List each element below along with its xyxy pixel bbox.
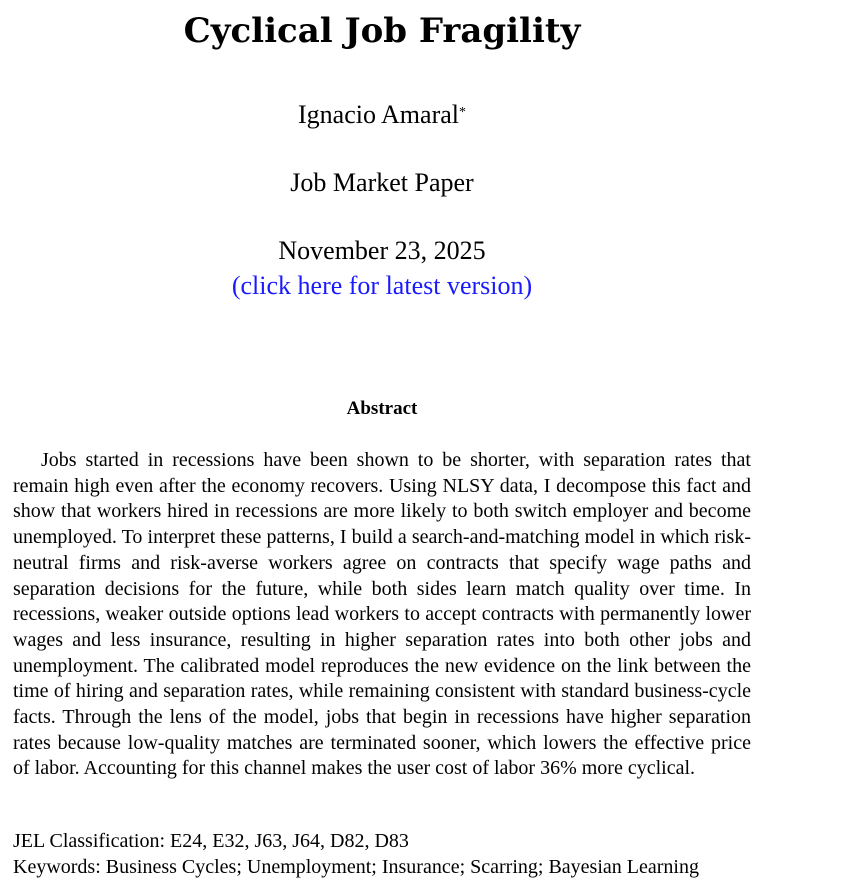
author-footnote-mark[interactable]: *: [459, 105, 466, 120]
paper-title: Cyclical Job Fragility: [183, 11, 581, 51]
abstract-text: Jobs started in recessions have been shown to be shorter, with separation rates that remain high even after the economy recovers. Using NLSY data, I decompose this fact and show that workers hired in recessions are more likely to both switch employer and become unemployed. To interpret these patterns, I build a search-and-matching model in which risk-neutral firms and risk-averse workers agree on contracts that specify wage paths and separation decisions for the future, while both sides learn match quality over time. In recessions, weaker outside options lead workers to accept contracts with permanently lower wages and less insurance, resulting in higher separation rates into both other jobs and unemployment. The calibrated model reproduces the new evidence on the link between the time of hiring and separation rates, while remaining consistent with standard business-cycle facts. Through the lens of the model, jobs that begin in recessions have higher separation rates because low-quality matches are terminated sooner, which lowers the effective price of labor. Accounting for this channel makes the user cost of labor 36% more cyclical.: [13, 449, 751, 780]
paper-subtitle: Job Market Paper: [290, 168, 474, 197]
latest-version-link[interactable]: (click here for latest version): [231, 271, 533, 300]
abstract-heading: Abstract: [346, 398, 418, 419]
author-line: [0, 98, 764, 132]
author-name: Ignacio Amaral: [298, 100, 459, 129]
latest-version-line: [0, 269, 764, 303]
paper-date: November 23, 2025: [278, 236, 486, 265]
keywords: Keywords: Business Cycles; Unemployment; Insurance; Scarring; Bayesian Learning: [13, 856, 699, 878]
jel-classification: JEL Classification: E24, E32, J63, J64, D82, D83: [13, 830, 409, 852]
